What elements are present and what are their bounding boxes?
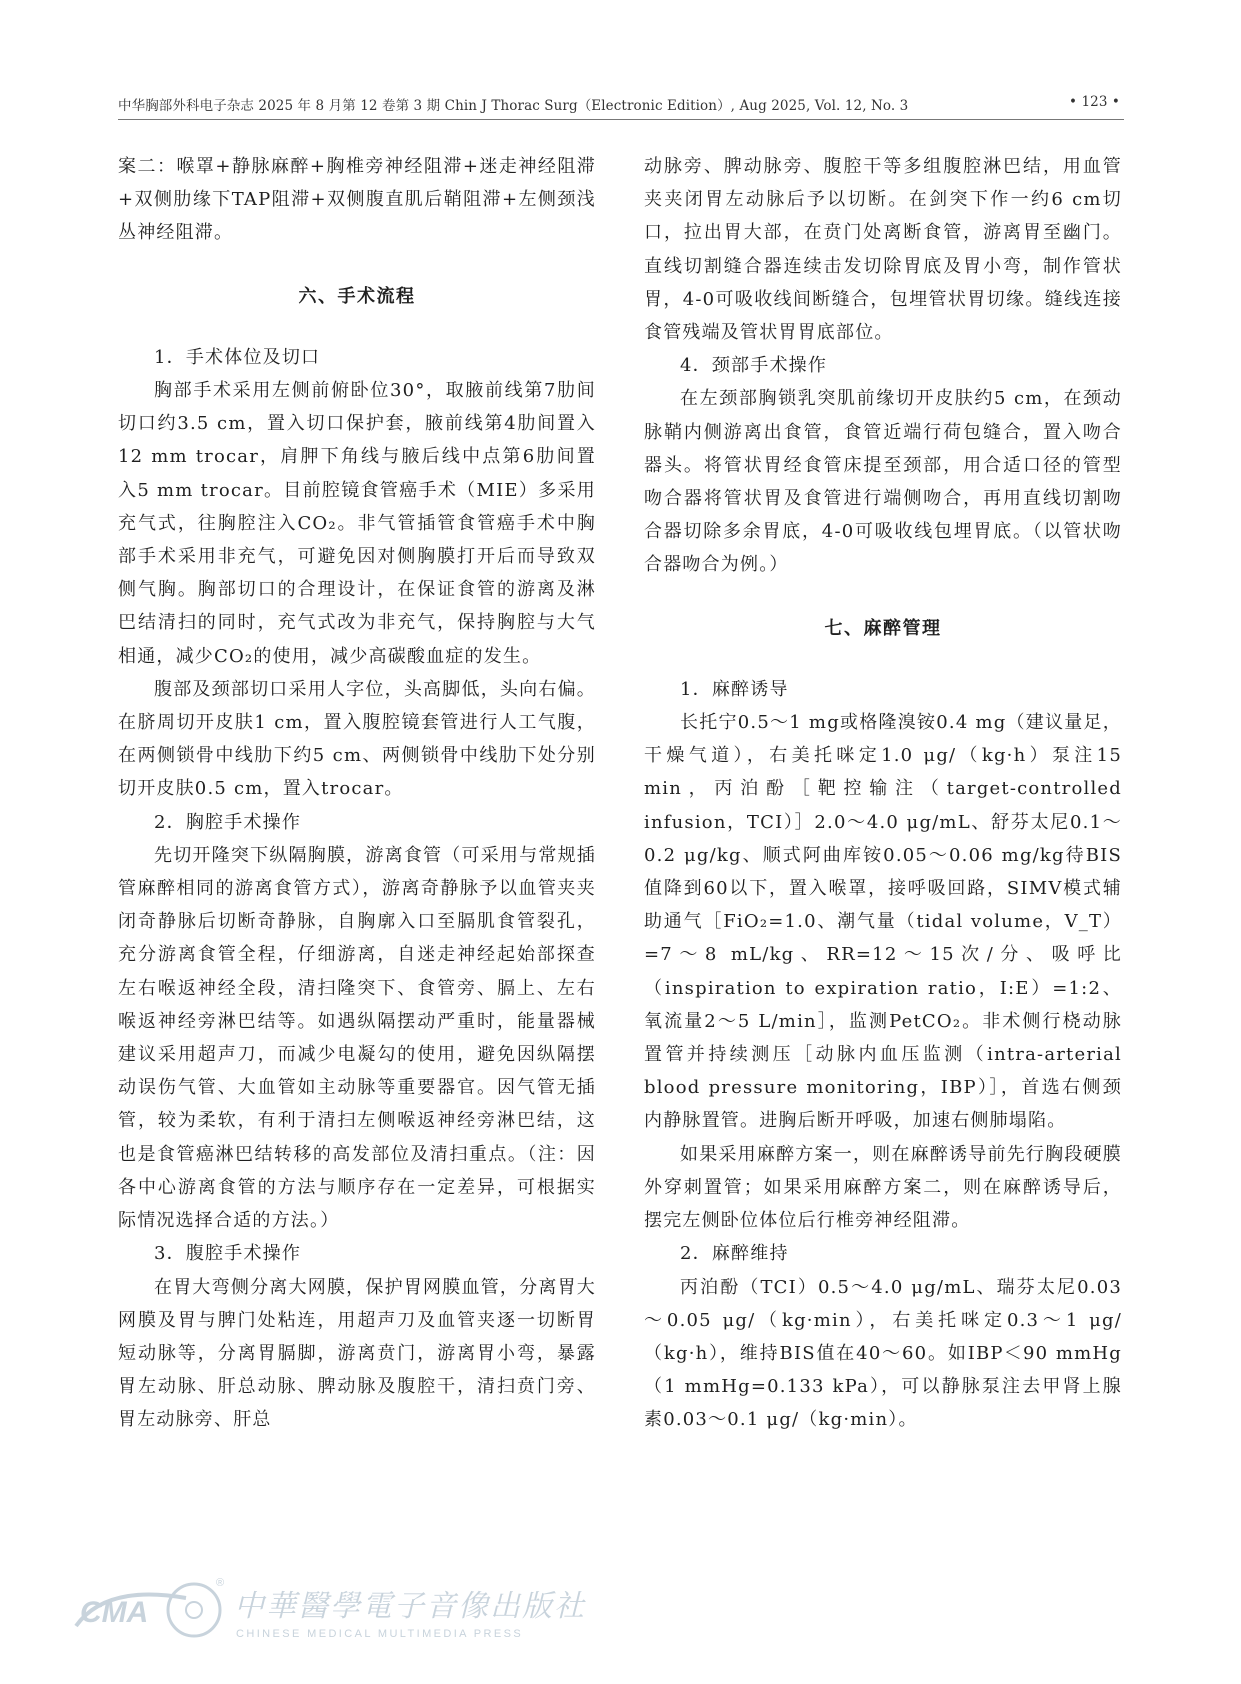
paragraph: 长托宁0.5～1 mg或格隆溴铵0.4 mg（建议量足，干燥气道），右美托咪定1.0 μg/（kg·h）泵注15 min，丙泊酚［靶控输注（target-controlled infusion，TCI）］2.0～4.0 μg/mL、舒芬太尼0.1～0.2 μg/kg、顺式阿曲库铵0.05～0.06 mg/kg待BIS值降到60以下，置入喉罩，接呼吸回路，SIMV模式辅助通气［FiO₂=1.0、潮气量（tidal volume，V_T）=7～8 mL/kg、RR=12～15次/分、吸呼比（inspiration to expiration ratio，I:E）=1:2、氧流量2～5 L/min］，监测PetCO₂。非术侧行桡动脉置管并持续测压［动脉内血压监测（intra-arterial blood pressure monitoring，IBP）］，首选右侧颈内静脉置管。进胸后断开呼吸，加速右侧肺塌陷。 xyxy=(644,712,1122,1132)
paragraph: 丙泊酚（TCI）0.5～4.0 μg/mL、瑞芬太尼0.03～0.05 μg/（kg·min），右美托咪定0.3～1 μg/（kg·h），维持BIS值在40～60。如IBP＜90 mmHg（1 mmHg=0.133 kPa），可以静脉泵注去甲肾上腺素0.03～0.1 μg/（kg·min）。 xyxy=(644,1276,1122,1431)
subsection-heading: 4．颈部手术操作 xyxy=(680,355,828,377)
paragraph: 先切开隆突下纵隔胸膜，游离食管（可采用与常规插管麻醉相同的游离食管方式），游离奇静脉予以血管夹夹闭奇静脉后切断奇静脉，自胸廓入口至膈肌食管裂孔，充分游离食管全程，仔细游离，自迷走神经起始部探查左右喉返神经全段，清扫隆突下、食管旁、膈上、左右喉返神经旁淋巴结等。如遇纵隔摆动严重时，能量器械建议采用超声刀，而减少电凝勾的使用，避免因纵隔摆动误伤气管、大血管如主动脉等重要器官。因气管无插管，较为柔软，有利于清扫左侧喉返神经旁淋巴结，这也是食管癌淋巴结转移的高发部位及清扫重点。（注：因各中心游离食管的方法与顺序存在一定差异，可根据实际情况选择合适的方法。） xyxy=(118,844,596,1232)
paragraph: 腹部及颈部切口采用人字位，头高脚低，头向右偏。在脐周切开皮肤1 cm，置入腹腔镜套管进行人工气腹，在两侧锁骨中线肋下约5 cm、两侧锁骨中线肋下处分别切开皮肤0.5 cm，置入trocar。 xyxy=(118,678,596,800)
journal-title-en: Chin J Thorac Surg（Electronic Edition）, Aug 2025, Vol. 12, No. 3 xyxy=(444,98,909,114)
page-number: • 123 • xyxy=(1069,94,1120,110)
journal-title-cn: 中华胸部外科电子杂志 2025 年 8 月第 12 卷第 3 期 xyxy=(118,98,441,114)
subsection-heading: 3．腹腔手术操作 xyxy=(154,1243,302,1265)
publisher-logo xyxy=(66,1574,586,1644)
section-heading: 六、手术流程 xyxy=(298,285,416,307)
logo-mark: CMA xyxy=(80,1596,149,1629)
left-column xyxy=(118,150,596,1437)
section-heading: 七、麻醉管理 xyxy=(824,617,942,639)
running-header xyxy=(118,94,1120,114)
paragraph: 在胃大弯侧分离大网膜，保护胃网膜血管，分离胃大网膜及胃与脾门处粘连，用超声刀及血管夹逐一切断胃短动脉等，分离胃膈脚，游离贲门，游离胃小弯，暴露胃左动脉、肝总动脉、脾动脉及腹腔干，清扫贲门旁、胃左动脉旁、肝总 xyxy=(118,1276,596,1431)
subsection-heading: 2．麻醉维持 xyxy=(680,1243,789,1265)
right-column xyxy=(644,150,1122,1437)
registered-mark: ® xyxy=(216,1577,225,1589)
publisher-name-en: CHINESE MEDICAL MULTIMEDIA PRESS xyxy=(236,1628,524,1640)
paragraph: 如果采用麻醉方案一，则在麻醉诱导前先行胸段硬膜外穿刺置管；如果采用麻醉方案二，则在麻醉诱导后，摆完左侧卧位体位后行椎旁神经阻滞。 xyxy=(644,1143,1122,1232)
subsection-heading: 1．手术体位及切口 xyxy=(154,346,321,368)
paragraph-continued: 案二：喉罩+静脉麻醉+胸椎旁神经阻滞+迷走神经阻滞+双侧肋缘下TAP阻滞+双侧腹直肌后鞘阻滞+左侧颈浅丛神经阻滞。 xyxy=(118,156,596,244)
paragraph: 胸部手术采用左侧前俯卧位30°，取腋前线第7肋间切口约3.5 cm，置入切口保护套，腋前线第4肋间置入12 mm trocar，肩胛下角线与腋后线中点第6肋间置入5 mm trocar。目前腔镜食管癌手术（MIE）多采用充气式，往胸腔注入CO₂。非气管插管食管癌手术中胸部手术采用非充气，可避免因对侧胸膜打开后而导致双侧气胸。胸部切口的合理设计，在保证食管的游离及淋巴结清扫的同时，充气式改为非充气，保持胸腔与大气相通，减少CO₂的使用，减少高碳酸血症的发生。 xyxy=(118,380,596,667)
paragraph: 在左颈部胸锁乳突肌前缘切开皮肤约5 cm，在颈动脉鞘内侧游离出食管，食管近端行荷包缝合，置入吻合器头。将管状胃经食管床提至颈部，用合适口径的管型吻合器将管状胃及食管进行端侧吻合，再用直线切割吻合器切除多余胃底，4-0可吸收线包埋胃底。（以管状吻合器吻合为例。） xyxy=(644,388,1122,576)
disc-icon xyxy=(168,1584,220,1636)
subsection-heading: 1．麻醉诱导 xyxy=(680,678,789,700)
header-rule xyxy=(118,119,1124,120)
publisher-name-cn: 中華醫學電子音像出版社 xyxy=(234,1589,586,1624)
paragraph-continued: 动脉旁、脾动脉旁、腹腔干等多组腹腔淋巴结，用血管夹夹闭胃左动脉后予以切断。在剑突下作一约6 cm切口，拉出胃大部，在贲门处离断食管，游离胃至幽门。直线切割缝合器连续击发切除胃底及胃小弯，制作管状胃，4-0可吸收线间断缝合，包埋管状胃切缘。缝线连接食管残端及管状胃胃底部位。 xyxy=(644,156,1122,344)
subsection-heading: 2．胸腔手术操作 xyxy=(154,811,302,833)
